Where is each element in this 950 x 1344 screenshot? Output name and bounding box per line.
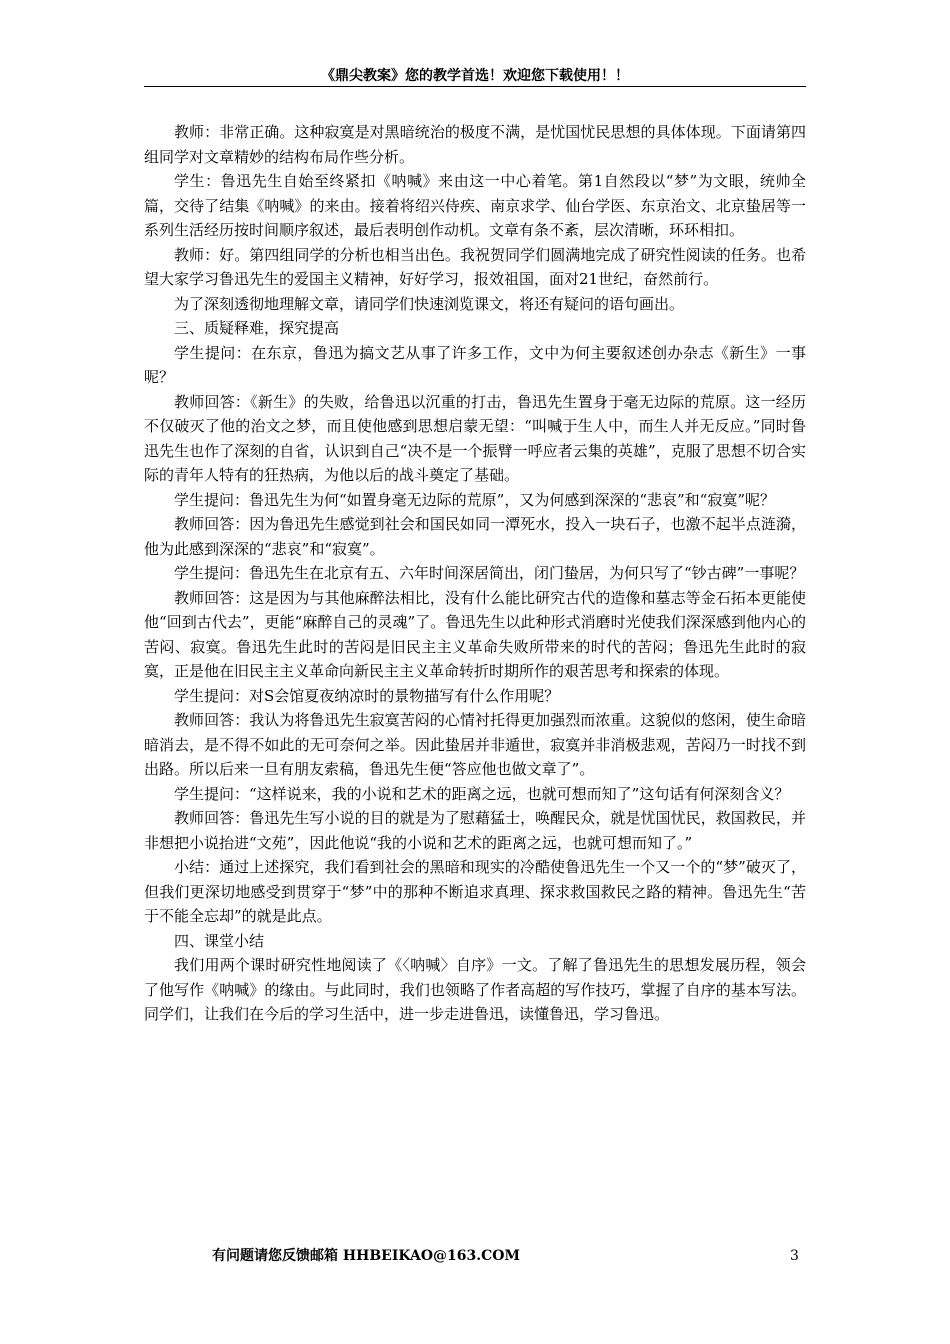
page-header: 《鼎尖教案》您的教学首选！欢迎您下载使用！！ bbox=[321, 68, 629, 84]
page-number: 3 bbox=[790, 1248, 799, 1264]
header-rule bbox=[144, 86, 806, 87]
paragraph: 学生提问：“这样说来，我的小说和艺术的距离之远，也就可想而知了”这句话有何深刻含义？ bbox=[174, 784, 790, 803]
paragraph: 学生提问：对S会馆夏夜纳凉时的景物描写有什么作用呢？ bbox=[174, 686, 560, 705]
section-heading: 四、课堂小结 bbox=[174, 931, 265, 950]
section-heading: 三、质疑释难，探究提高 bbox=[174, 319, 340, 337]
paragraph: 教师回答：鲁迅先生写小说的目的就是为了慰藉猛士，唤醒民众，就是忧国忧民，救国救民，并非想把小说抬进“文苑”，因此他说“我的小说和艺术的距离之远，也就可想而知了。” bbox=[144, 809, 806, 852]
paragraph: 学生：鲁迅先生自始至终紧扣《呐喊》来由这一中心着笔。第1自然段以“梦”为文眼，统帅全篇，交待了结集《呐喊》的来由。接着将绍兴侍疾、南京求学、仙台学医、东京治文、北京蛰居等一系列生活经历按时间顺序叙述，最后表明创作动机。文章有条不紊，层次清晰，环环相扣。 bbox=[144, 172, 806, 239]
paragraph: 小结：通过上述探究，我们看到社会的黑暗和现实的冷酷使鲁迅先生一个又一个的“梦”破灭了，但我们更深切地感受到贯穿于“梦”中的那种不断追求真理、探求救国救民之路的精神。鲁迅先生“苦于不能全忘却”的就是此点。 bbox=[144, 858, 806, 925]
paragraph: 学生提问：鲁迅先生在北京有五、六年时间深居简出，闭门蛰居，为何只写了“钞古碑”一事呢？ bbox=[174, 564, 805, 582]
paragraph: 教师回答：这是因为与其他麻醉法相比，没有什么能比研究古代的造像和墓志等金石拓本更能使他“回到古代去”，更能“麻醉自己的灵魂”了。鲁迅先生以此种形式消磨时光使我们深深感到他内心的苦闷、寂寞。鲁迅先生此时的苦闷是旧民主主义革命失败所带来的时代的苦闷；鲁迅先生此时的寂寞，正是他在旧民主主义革命向新民主主义革命转折时期所作的艰苦思考和探索的体现。 bbox=[144, 588, 806, 680]
document-body bbox=[144, 120, 806, 1027]
footer-contact: 有问题请您反馈邮箱 HHBEIKAO@163.COM bbox=[212, 1248, 520, 1264]
paragraph: 教师回答：因为鲁迅先生感觉到社会和国民如同一潭死水，投入一块石子，也激不起半点涟漪，他为此感到深深的“悲哀”和“寂寞”。 bbox=[144, 515, 806, 558]
paragraph: 教师：非常正确。这种寂寞是对黑暗统治的极度不满，是忧国忧民思想的具体体现。下面请第四组同学对文章精妙的结构布局作些分析。 bbox=[144, 123, 806, 166]
paragraph: 教师回答：我认为将鲁迅先生寂寞苦闷的心情衬托得更加强烈而浓重。这貌似的悠闲，使生命暗暗消去，是不得不如此的无可奈何之举。因此蛰居并非遁世，寂寞并非消极悲观，苦闷乃一时找不到出路。所以后来一旦有朋友索稿，鲁迅先生便“答应他也做文章了”。 bbox=[144, 711, 806, 778]
paragraph: 学生提问：在东京，鲁迅为搞文艺从事了许多工作，文中为何主要叙述创办杂志《新生》一事呢？ bbox=[144, 343, 806, 386]
paragraph: 我们用两个课时研究性地阅读了《〈呐喊〉自序》一文。了解了鲁迅先生的思想发展历程，领会了他写作《呐喊》的缘由。与此同时，我们也领略了作者高超的写作技巧，掌握了自序的基本写法。同学们，让我们在今后的学习生活中，进一步走进鲁迅，读懂鲁迅，学习鲁迅。 bbox=[144, 956, 806, 1023]
paragraph: 学生提问：鲁迅先生为何“如置身毫无边际的荒原”，又为何感到深深的“悲哀”和“寂寞”呢？ bbox=[174, 490, 776, 509]
paragraph: 为了深刻透彻地理解文章，请同学们快速浏览课文，将还有疑问的语句画出。 bbox=[174, 294, 685, 313]
paragraph: 教师：好。第四组同学的分析也相当出色。我祝贺同学们圆满地完成了研究性阅读的任务。也希望大家学习鲁迅先生的爱国主义精神，好好学习，报效祖国，面对21世纪，奋然前行。 bbox=[144, 245, 806, 288]
paragraph: 教师回答：《新生》的失败，给鲁迅以沉重的打击，鲁迅先生置身于毫无边际的荒原。这一经历不仅破灭了他的治文之梦，而且使他感到思想启蒙无望：“叫喊于生人中，而生人并无反应。”同时鲁迅先生也作了深刻的自省，认识到自己“决不是一个振臂一呼应者云集的英雄”，克服了思想不切合实际的青年人特有的狂热病，为他以后的战斗奠定了基础。 bbox=[144, 392, 806, 484]
